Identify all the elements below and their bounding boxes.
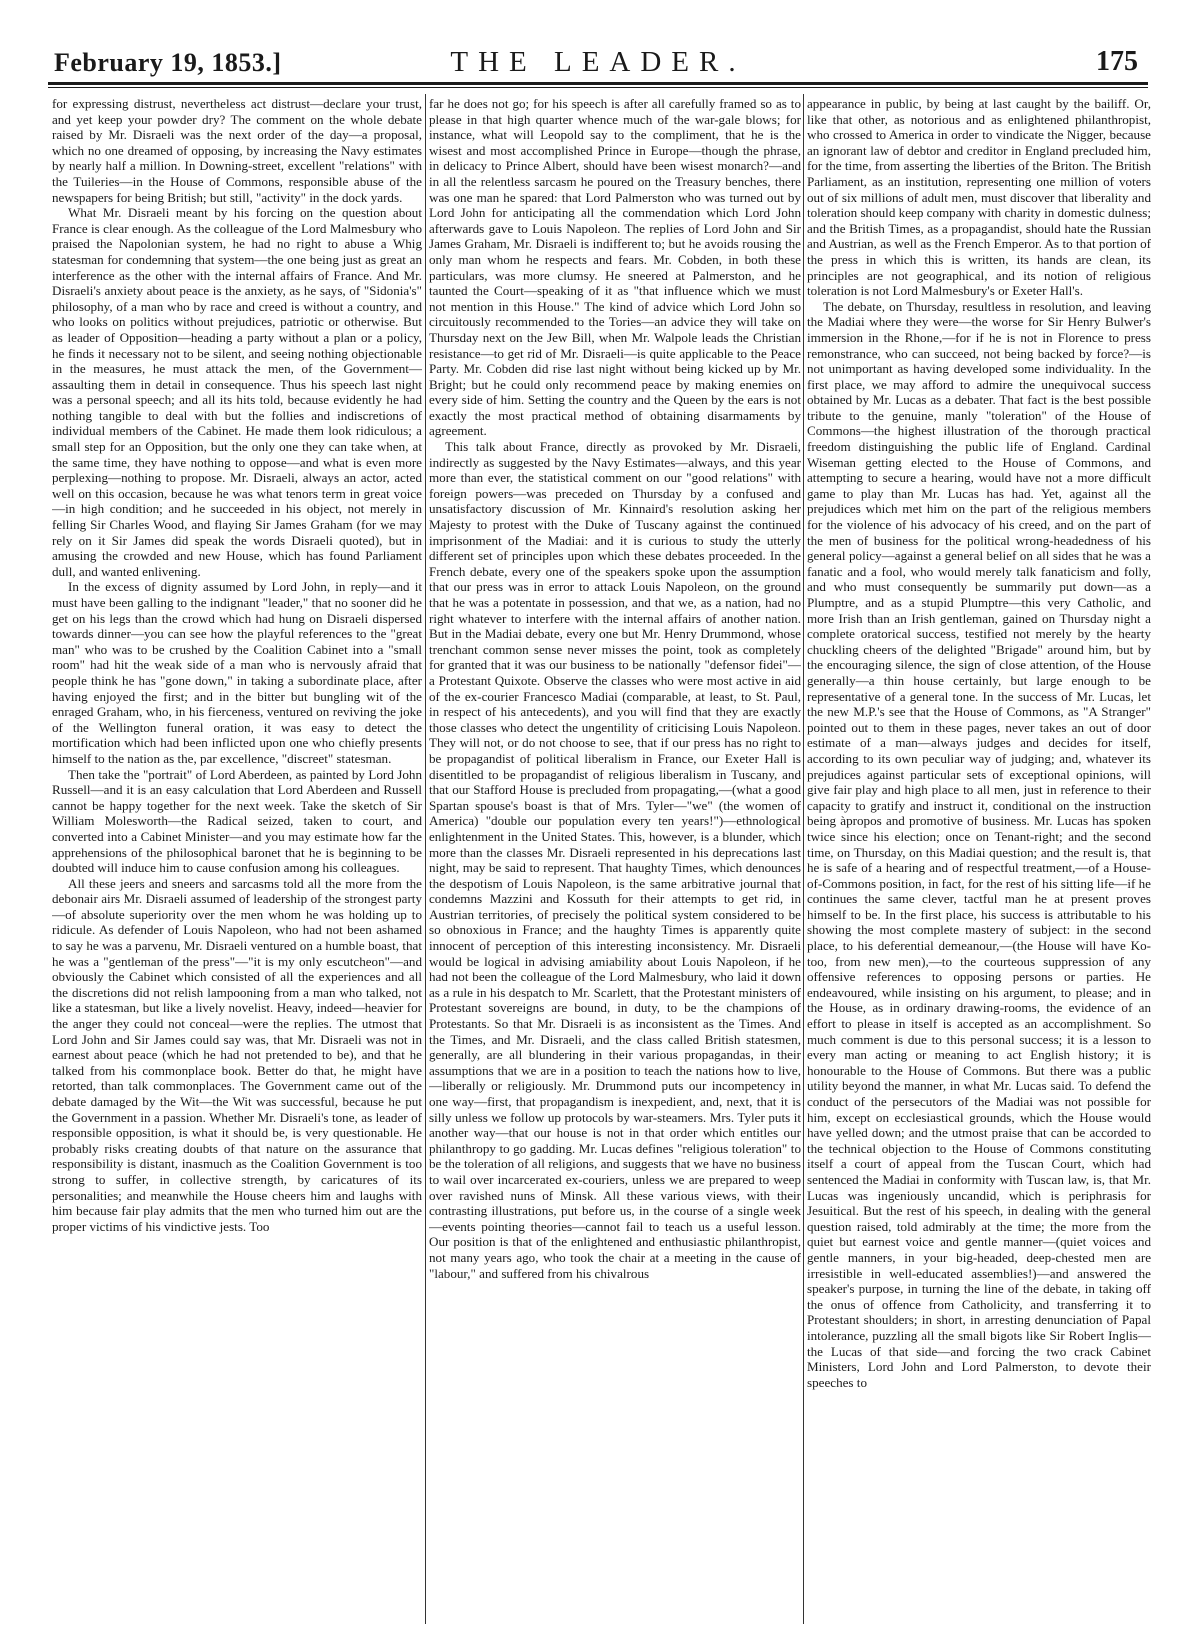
paragraph: for expressing distrust, nevertheless act distrust—declare your trust, and yet keep your powder dry? The comment on the whole debate raised by Mr. Disraeli was the next order of the day—a proposal, which no one dreamed of opposing, by increasing the Navy estimates by nearly half a million. In Downing-street, excellent "relations" with the Tuileries—in the House of Commons, responsible abuse of the newspapers for being British; but still, "activity" in the dock yards. xyxy=(52,96,422,205)
page-number: 175 xyxy=(1096,46,1138,77)
issue-date: February 19, 1853.] xyxy=(54,48,282,77)
article-column-3 xyxy=(807,96,1151,1621)
column-divider-2 xyxy=(803,94,804,1624)
paragraph: The debate, on Thursday, resultless in resolution, and leaving the Madiai where they were—the worse for Sir Henry Bulwer's immersion in the Rhone,—for if he is not in Florence to press remonstrance, who can succeed, not being backed by force?—is not unimportant as having developed some individuality. In the first place, we may afford to admire the unequivocal success obtained by Mr. Lucas as a debater. That fact is the best possible tribute to the genuine, manly "toleration" of the House of Commons—the highest illustration of the thorough practical freedom distinguishing the public life of England. Cardinal Wiseman getting elected to the House of Commons, and attempting to secure a hearing, would have not a more difficult game to play than Mr. Lucas has had. Yet, against all the prejudices which met him on the part of the religious members for the violence of his advocacy of his creed, and on the part of the men of business for the political wrong-headedness of his general policy—against a general belief on all sides that he was a fanatic and a fool, who would merely talk fanaticism and folly, and who must consequently be summarily put down—as a Plumptre, and as a stupid Plumptre—this very Catholic, and more Irish than an Irish gentleman, gained on Thursday night a complete oratorical success, testified not merely by the hearty chuckling cheers of the delighted "Brigade" around him, but by the encouraging silence, the sign of close attention, of the House generally—a thin house certainly, but large enough to be representative of a general tone. In the success of Mr. Lucas, let the new M.P.'s see that the House of Commons, as "A Stranger" pointed out to them in these pages, never takes an out of door estimate of a man—always judges and decides for itself, according to its own peculiar way of judging; and, whatever its prejudices against particular sets of exceptional opinions, will give fair play and high place to all men, just in reference to their capacity to gratify and instruct it, conditional on the instruction being àpropos and promotive of business. Mr. Lucas has spoken twice since his election; once on Tenant-right; and the second time, on Thursday, on this Madiai question; and the result is, that he is safe of a hearing and of respectful treatment,—of a House-of-Commons position, in fact, for the rest of his sitting life—if he continues the same clever, tactful man he at present proves himself to be. In the first place, his success is attributable to his showing the most complete mastery of subject: in the second place, to his deferential demeanour,—(the House will have Ko-too, from new men),—to the courteous suppression of any offensive references to opposing persons or parties. He endeavoured, while insisting on his argument, to please; and in the House, as in ordinary drawing-rooms, the evidence of an effort to please in itself is accepted as an accomplishment. So much comment is due to this personal success; it is a lesson to every man acting or meaning to act English history; it is honourable to the House of Commons. But there was a public utility beyond the manner, in what Mr. Lucas said. To defend the conduct of the persecutors of the Madiai was not possible for him, except on ecclesiastical grounds, which the House would have yelled down; and the utmost praise that can be accorded to the technical objection to the House of Commons constituting itself a court of appeal from the Tuscan Court, which had sentenced the Madiai in conformity with Tuscan law, is, that Mr. Lucas was ingeniously uncandid, which is periphrasis for Jesuitical. But the rest of his speech, in dealing with the general question raised, told admirably at the time; the more from the quiet but earnest voice and gentle manner—(quiet voices and gentle manners, in your big-headed, deep-chested men are irresistible in well-educated assemblies!)—and answered the speaker's purpose, in turning the line of the debate, in taking off the onus of offence from Catholicity, and transferring it to Protestant shoulders; in short, in arresting denunciation of Papal intolerance, puzzling all the small bigots like Sir Robert Inglis—the Lucas of that side—and forcing the two crack Cabinet Ministers, Lord John and Lord Palmerston, to devote their speeches to xyxy=(807,298,1151,1390)
newspaper-title: THE LEADER. xyxy=(450,46,746,78)
paragraph: All these jeers and sneers and sarcasms told all the more from the debonair airs Mr. Disraeli assumed of leadership of the strongest party—of absolute superiority over the men whom he was holding up to ridicule. As defender of Louis Napoleon, who had not been ashamed to say he was a parvenu, Mr. Disraeli ventured on a humble boast, that he was a "gentleman of the press"—"it is my only escutcheon"—and obviously the Cabinet which consisted of all the experiences and all the discretions did not relish lampooning from a man who talked, not like a statesman, but like a lively novelist. Heavy, indeed—heavier for the anger they could not conceal—were the replies. The utmost that Lord John and Sir James could say was, that Mr. Disraeli was not in earnest about peace (which he had not pretended to be), and that he talked from his commonplace book. Better do that, he might have retorted, than talk commonplaces. The Government came out of the debate damaged by the Wit—the Wit was successful, because he put the Government in a passion. Whether Mr. Disraeli's tone, as leader of responsible opposition, is what it should be, is very questionable. He probably risks creating doubts of that nature on the assurance that responsibility is distant, inasmuch as the Coalition Government is too strong to suffer, in collective strength, by caricatures of its personalities; and meanwhile the House cheers him and laughs with him because fair play admits that the men who turned him out are the proper victims of his vindictive jests. Too xyxy=(52,875,422,1234)
paragraph: Then take the "portrait" of Lord Aberdeen, as painted by Lord John Russell—and it is an easy calculation that Lord Aberdeen and Russell cannot be happy together for the next week. Take the sketch of Sir William Molesworth—the Radical seized, taken to court, and converted into a Cabinet Minister—and you may estimate how far the apprehensions of the philosophical baronet that he is beginning to be doubted will induce him to cause confusion among his colleagues. xyxy=(52,766,422,876)
masthead xyxy=(48,40,1148,80)
masthead-rule-thick xyxy=(48,82,1148,85)
paragraph: appearance in public, by being at last caught by the bailiff. Or, like that other, as notorious and as enlightened philanthropist, who crossed to America in order to vindicate the Nigger, because an ignorant law of debtor and creditor in England precluded him, for the time, from asserting the liberties of the Briton. The British Parliament, as an institution, representing one million of voters out of six millions of adult men, must discover that liberality and toleration should keep company with charity in domestic dulness; and the British Times, as a propagandist, should hate the Russian and Austrian, as well as the French Emperor. As to that portion of the press in which this is written, its hands are clean, its principles are not geographical, and its notion of religious toleration is not Lord Malmesbury's or Exeter Hall's. xyxy=(807,96,1151,299)
paragraph: What Mr. Disraeli meant by his forcing on the question about France is clear enough. As the colleague of the Lord Malmesbury who praised the Napolonian system, he had no right to abuse a Whig statesman for condemning that system—the one being just as great an interference as the other with the internal affairs of France. And Mr. Disraeli's anxiety about peace is the anxiety, as he says, of "Sidonia's" philosophy, of a man who by race and creed is without a country, and who looks on politics without prejudices, patriotic or otherwise. But as leader of Opposition—heading a party without a plan or a policy, he finds it necessary not to be silent, and seeing nothing objectionable in the measures, he must attack the men, of the Government—assaulting them in detail in consequence. Thus his speech last night was a personal speech; and all its hits told, because evidently he had nothing tangible to deal with but the follies and indiscretions of individual members of the Cabinet. He made them look ridiculous; a small step for an Opposition, but the only one they can take when, at the same time, they have nothing to oppose—and what is even more perplexing—nothing to propose. Mr. Disraeli, always an actor, acted well on this occasion, because he was what tenors term in great voice—in high condition; and he succeeded in his object, not merely in felling Sir Charles Wood, and flaying Sir James Graham (for we may rely on it Sir James did speak the words Disraeli quoted), but in amusing the crowded and new House, which has found Parliament dull, and wanted enlivening. xyxy=(52,205,422,579)
masthead-rule-thin xyxy=(48,87,1148,88)
paragraph: This talk about France, directly as provoked by Mr. Disraeli, indirectly as suggested by the Navy Estimates—always, and this year more than ever, the statistical comment on our "good relations" with foreign powers—was preceded on Thursday by a confused and unsatisfactory discussion of Mr. Kinnaird's resolution asking her Majesty to protest with the Duke of Tuscany against the continued imprisonment of the Madiai: and it is curious to study the utterly different set of principles upon which these debates proceeded. In the French debate, every one of the speakers spoke upon the assumption that our press was in error to attack Louis Napoleon, on the ground that he was a potentate in possession, and that we, as a nation, had no right whatever to interfere with the internal affairs of another nation. But in the Madiai debate, every one but Mr. Henry Drummond, whose trenchant common sense never misses the point, took as completely for granted that it was our business to be nationally "defensor fidei"—a Protestant Quixote. Observe the classes who were most active in aid of the ex-courier Francesco Madiai (comparable, at least, to St. Paul, in respect of his antecedents), and you will find that they are exactly those classes who detect the ungentility of criticising Louis Napoleon. They will not, or do not choose to see, that if our press has no right to be propagandist of political liberalism in France, our Exeter Hall is disentitled to be propagandist of religious liberalism in Tuscany, and that our Stafford House is precluded from propagating,—(what a good Spartan spouse's boast is that of Mrs. Tyler—"we" (the women of America) "double our population every ten years!")—ethnological enlightenment in the United States. This, however, is a blunder, which more than the classes Mr. Disraeli represented in his deprecations last night, may be said to represent. That haughty Times, which denounces the despotism of Louis Napoleon, is the same arbitrative journal that condemns Mazzini and Kossuth for their attempts to get rid, in Austrian territories, of precisely the political system considered to be so obnoxious in France; and the haughty Times is apparently quite innocent of perception of this interesting inconsistency. Mr. Disraeli would be logical in advising amiability about Louis Napoleon, if he had not been the colleague of the Lord Malmesbury, who laid it down as a rule in his despatch to Mr. Scarlett, that the Protestant ministers of Protestant sovereigns are bound, in duty, to be the champions of Protestants. So that Mr. Disraeli is as inconsistent as the Times. And the Times, and Mr. Disraeli, and the class called British statesmen, generally, are all blundering in their various propagandas, in their assumptions that we are in a position to teach the nations how to live,—liberally or religiously. Mr. Drummond puts our incompetency in one way—first, that propagandism is inexpedient, and, next, that it is silly unless we follow up protocols by war-steamers. Mrs. Tyler puts it another way—that our house is not in that order which entitles our philanthropy to go gadding. Mr. Lucas defines "religious toleration" to be the toleration of all religions, and suggests that we have no business to wail over incarcerated ex-couriers, unless we are prepared to weep over ravished nuns of Minsk. All these various views, with their contrasting illustrations, put before us, in the course of a single week—events pointing theories—cannot fail to teach us a useful lesson. Our position is that of the enlightened and enthusiastic philanthropist, not many years ago, who took the chair at a meeting in the cause of "labour," and suffered from his chivalrous xyxy=(429,439,801,1281)
paragraph: far he does not go; for his speech is after all carefully framed so as to please in that high quarter whence much of the war-gale blows; for instance, what will Leopold say to the compliment, that he is the wisest and most accomplished Prince in Europe—though the phrase, in delicacy to Prince Albert, should have been wisest monarch?—and in all the relentless sarcasm he poured on the Treasury benches, there was one man he spared: that Lord Palmerston who was turned out by Lord John for anticipating all the commendation which Lord John afterwards gave to Louis Napoleon. The replies of Lord John and Sir James Graham, Mr. Disraeli is indifferent to; but he avoids rousing the only man whom he respects and fears. Mr. Cobden, in both these particulars, was more clumsy. He sneered at Palmerston, and he taunted the Court—speaking of it as "that influence which we must not mention in this House." The kind of advice which Lord John so circuitously recommended to the Tories—an advice they will take on Thursday next on the Jew Bill, when Mr. Walpole leads the Christian resistance—to get rid of Mr. Disraeli—is quite applicable to the Peace Party. Mr. Cobden did rise last night without being kicked up by Mr. Bright; but he could only recommend peace by making enemies on every side of him. Setting the country and the Queen by the ears is not exactly the most practical method of obtaining disarmaments by agreement. xyxy=(429,96,801,439)
paragraph: In the excess of dignity assumed by Lord John, in reply—and it must have been galling to the indignant "leader," that no sooner did he get on his legs than the crowd which had hung on Disraeli dispersed towards dinner—you can see how the playful references to the "great man" who was to be crushed by the Coalition Cabinet into a "small room" had hit the weak side of a man who is nervously afraid that people think he has "gone down," in taking a subordinate place, after having enjoyed the first; and in the bitter but bungling wit of the enraged Graham, who, in his fierceness, ventured on reviving the joke of the Wellington funeral oration, it was easy to detect the mortification which had been inflicted upon one who chiefly presents himself to the nation as the, par excellence, "discreet" statesman. xyxy=(52,579,422,766)
article-column-2 xyxy=(429,96,801,1621)
article-column-1 xyxy=(52,96,422,1621)
column-divider-1 xyxy=(425,94,426,1624)
